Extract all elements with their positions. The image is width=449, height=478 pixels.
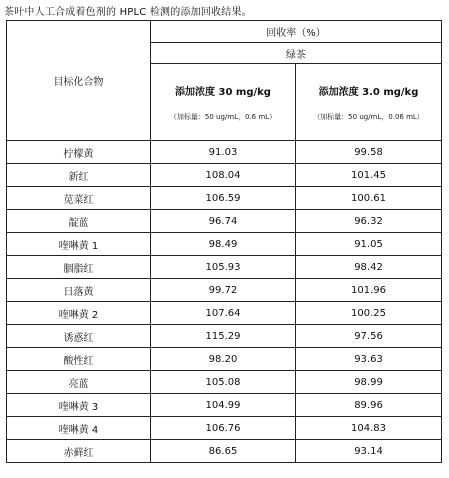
recovery-30-cell: 105.08 bbox=[151, 371, 296, 394]
table-row bbox=[7, 302, 442, 325]
recovery-3-cell: 101.96 bbox=[296, 279, 442, 302]
table-row bbox=[7, 348, 442, 371]
column-header-1 bbox=[151, 64, 296, 141]
recovery-30-cell: 99.72 bbox=[151, 279, 296, 302]
table-row bbox=[7, 325, 442, 348]
compound-cell: 苋菜红 bbox=[7, 187, 151, 210]
column-note-1: （加标量：50 ug/mL，0.6 mL） bbox=[169, 112, 277, 121]
recovery-30-cell: 91.03 bbox=[151, 141, 296, 164]
compound-cell: 喹啉黄 3 bbox=[7, 394, 151, 417]
compound-cell: 胭脂红 bbox=[7, 256, 151, 279]
recovery-3-cell: 96.32 bbox=[296, 210, 442, 233]
table-row bbox=[7, 210, 442, 233]
recovery-3-cell: 98.42 bbox=[296, 256, 442, 279]
recovery-30-cell: 96.74 bbox=[151, 210, 296, 233]
table-row bbox=[7, 371, 442, 394]
table-row bbox=[7, 233, 442, 256]
recovery-3-cell: 93.14 bbox=[296, 440, 442, 463]
recovery-3-cell: 93.63 bbox=[296, 348, 442, 371]
column-header-2 bbox=[296, 64, 442, 141]
recovery-30-cell: 106.76 bbox=[151, 417, 296, 440]
recovery-30-cell: 104.99 bbox=[151, 394, 296, 417]
group-header-cell: 回收率（%） bbox=[151, 21, 442, 43]
compound-cell: 喹啉黄 1 bbox=[7, 233, 151, 256]
column-note-2: （加标量：50 ug/mL，0.06 mL） bbox=[313, 112, 424, 121]
row-header-cell: 目标化合物 bbox=[7, 21, 151, 141]
column-label-2: 添加浓度 3.0 mg/kg bbox=[318, 86, 419, 98]
recovery-3-cell: 104.83 bbox=[296, 417, 442, 440]
table-row bbox=[7, 417, 442, 440]
compound-cell: 亮蓝 bbox=[7, 371, 151, 394]
recovery-30-cell: 98.49 bbox=[151, 233, 296, 256]
recovery-30-cell: 115.29 bbox=[151, 325, 296, 348]
compound-cell: 酸性红 bbox=[7, 348, 151, 371]
compound-cell: 喹啉黄 4 bbox=[7, 417, 151, 440]
recovery-3-cell: 100.25 bbox=[296, 302, 442, 325]
compound-cell: 日落黄 bbox=[7, 279, 151, 302]
compound-cell: 赤藓红 bbox=[7, 440, 151, 463]
table-row bbox=[7, 187, 442, 210]
recovery-table bbox=[6, 20, 442, 463]
table-caption: 茶叶中人工合成着色剂的 HPLC 检测的添加回收结果。 bbox=[4, 7, 252, 18]
recovery-30-cell: 108.04 bbox=[151, 164, 296, 187]
recovery-30-cell: 105.93 bbox=[151, 256, 296, 279]
column-label-1: 添加浓度 30 mg/kg bbox=[175, 86, 271, 98]
recovery-3-cell: 97.56 bbox=[296, 325, 442, 348]
recovery-3-cell: 98.99 bbox=[296, 371, 442, 394]
compound-cell: 诱惑红 bbox=[7, 325, 151, 348]
compound-cell: 喹啉黄 2 bbox=[7, 302, 151, 325]
recovery-3-cell: 100.61 bbox=[296, 187, 442, 210]
table-row bbox=[7, 394, 442, 417]
compound-cell: 新红 bbox=[7, 164, 151, 187]
table-row bbox=[7, 279, 442, 302]
compound-cell: 靛蓝 bbox=[7, 210, 151, 233]
recovery-30-cell: 86.65 bbox=[151, 440, 296, 463]
recovery-30-cell: 106.59 bbox=[151, 187, 296, 210]
recovery-3-cell: 89.96 bbox=[296, 394, 442, 417]
recovery-30-cell: 98.20 bbox=[151, 348, 296, 371]
table-row bbox=[7, 256, 442, 279]
table-row bbox=[7, 440, 442, 463]
subgroup-header-cell: 绿茶 bbox=[151, 43, 442, 64]
recovery-30-cell: 107.64 bbox=[151, 302, 296, 325]
recovery-3-cell: 99.58 bbox=[296, 141, 442, 164]
table-row bbox=[7, 164, 442, 187]
recovery-3-cell: 101.45 bbox=[296, 164, 442, 187]
table-row bbox=[7, 141, 442, 164]
recovery-3-cell: 91.05 bbox=[296, 233, 442, 256]
compound-cell: 柠檬黄 bbox=[7, 141, 151, 164]
